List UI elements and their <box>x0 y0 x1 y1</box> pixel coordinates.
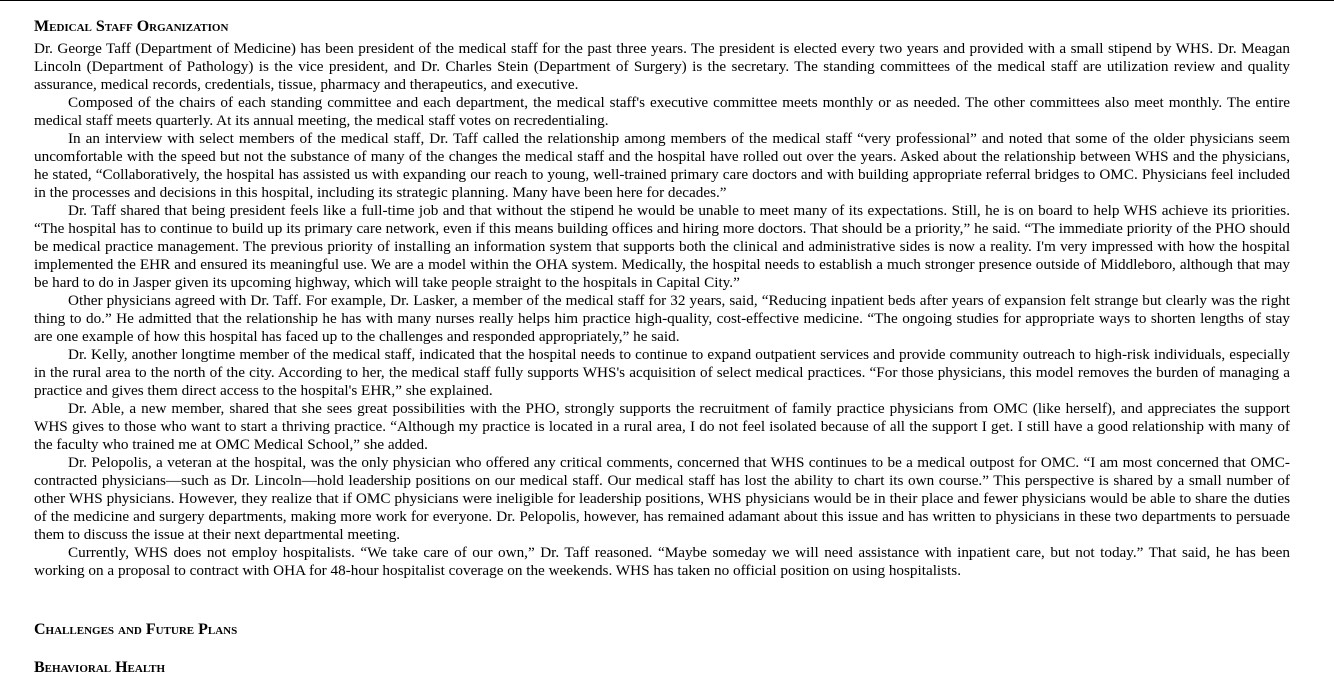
section-heading-challenges-and-future-plans: Challenges and Future Plans <box>34 621 238 638</box>
paragraph: Dr. Able, a new member, shared that she sees great possibilities with the PHO, strongly supports the recruitment of family practice physicians from OMC (like herself), and appreciates the support WHS gives to those who want to start a thriving practice. “Although my practice is located in a rural area, I do not feel isolated because of all the support I get. I still have a good relationship with many of the faculty who trained me at OMC Medical School,” she added. <box>34 400 1290 453</box>
paragraph: Dr. Kelly, another longtime member of the medical staff, indicated that the hospital needs to continue to expand outpatient services and provide community outreach to high-risk individuals, especially in the rural area to the north of the city. According to her, the medical staff fully supports WHS's acquisition of select medical practices. “For those physicians, this model removes the burden of managing a practice and gives them direct access to the hospital's EHR,” she explained. <box>34 346 1290 399</box>
document-page <box>34 1 1290 676</box>
section-heading-medical-staff-organization: Medical Staff Organization <box>34 18 229 35</box>
paragraph: Dr. Taff shared that being president feels like a full-time job and that without the stipend he would be unable to meet many of its expectations. Still, he is on board to help WHS achieve its priorities. “The hospital has to continue to build up its primary care network, even if this means building offices and hiring more doctors. That should be a priority,” he said. “The immediate priority of the PHO should be medical practice management. The previous priority of installing an information system that supports both the clinical and administrative sides is now a reality. I'm very impressed with how the hospital implemented the EHR and ensured its meaningful use. We are a model within the OHA system. Medically, the hospital needs to establish a much stronger presence outside of Middleboro, although that may be hard to do in Jasper given its upcoming highway, which will take people straight to the hospitals in Capital City.” <box>34 202 1290 291</box>
paragraph: Currently, WHS does not employ hospitalists. “We take care of our own,” Dr. Taff reasoned. “Maybe someday we will need assistance with inpatient care, but not today.” That said, he has been working on a proposal to contract with OHA for 48-hour hospitalist coverage on the weekends. WHS has taken no official position on using hospitalists. <box>34 544 1290 579</box>
paragraph: In an interview with select members of the medical staff, Dr. Taff called the relationship among members of the medical staff “very professional” and noted that some of the older physicians seem uncomfortable with the speed but not the substance of many of the changes the medical staff and the hospital have rolled out over the years. Asked about the relationship between WHS and the physicians, he stated, “Collaboratively, the hospital has assisted us with expanding our reach to young, well-trained primary care doctors and with building appropriate referral bridges to OMC. Physicians feel included in the processes and decisions in this hospital, including its strategic planning. Many have been here for decades.” <box>34 130 1290 201</box>
paragraph: Composed of the chairs of each standing committee and each department, the medical staff's executive committee meets monthly or as needed. The other committees also meet monthly. The entire medical staff meets quarterly. At its annual meeting, the medical staff votes on recredentialing. <box>34 94 1290 129</box>
paragraph: Other physicians agreed with Dr. Taff. For example, Dr. Lasker, a member of the medical staff for 32 years, said, “Reducing inpatient beds after years of expansion felt strange but clearly was the right thing to do.” He admitted that the relationship he has with many nurses really helps him practice high-quality, cost-effective medicine. “The ongoing studies for appropriate ways to shorten lengths of stay are one example of how this hospital has faced up to the challenges and responded appropriately,” he said. <box>34 292 1290 345</box>
paragraph: Dr. Pelopolis, a veteran at the hospital, was the only physician who offered any critical comments, concerned that WHS continues to be a medical outpost for OMC. “I am most concerned that OMC-contracted physicians—such as Dr. Lincoln—hold leadership positions on our medical staff. Our medical staff has lost the ability to chart its own course.” This perspective is shared by a small number of other WHS physicians. However, they realize that if OMC physicians were ineligible for leadership positions, WHS physicians would be in their place and fewer physicians would be able to share the duties of the medicine and surgery departments, making more work for everyone. Dr. Pelopolis, however, has remained adamant about this issue and has written to physicians in these two departments to persuade them to discuss the issue at their next departmental meeting. <box>34 454 1290 543</box>
medical-staff-section-body <box>34 40 1290 580</box>
paragraph: Dr. George Taff (Department of Medicine) has been president of the medical staff for the past three years. The president is elected every two years and provided with a small stipend by WHS. Dr. Meagan Lincoln (Department of Pathology) is the vice president, and Dr. Charles Stein (Department of Surgery) is the secretary. The standing committees of the medical staff are utilization review and quality assurance, medical records, credentials, tissue, pharmacy and therapeutics, and executive. <box>34 40 1290 93</box>
subsection-heading-behavioral-health: Behavioral Health <box>34 659 166 676</box>
